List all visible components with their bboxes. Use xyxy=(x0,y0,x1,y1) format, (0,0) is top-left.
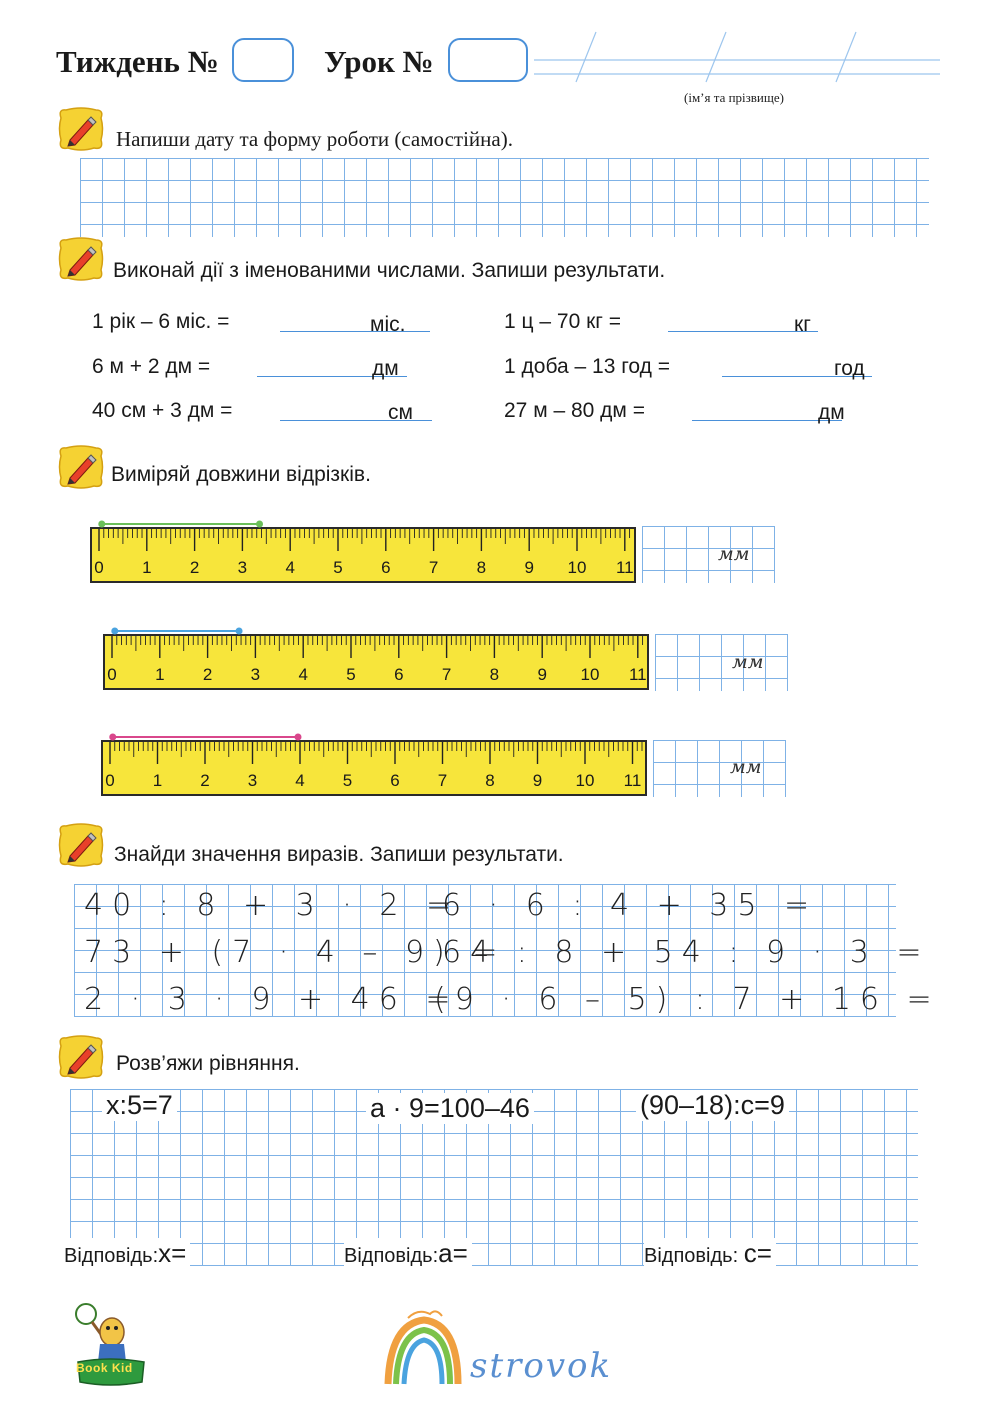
task2-expression: 1 доба – 13 год = xyxy=(504,355,670,378)
ruler-label: 3 xyxy=(247,771,258,790)
equation: x:5=7 xyxy=(102,1090,177,1121)
segment-endpoint xyxy=(295,734,302,741)
answer-unit: кг xyxy=(794,313,811,336)
answer-grid[interactable] xyxy=(653,740,786,797)
name-hint: (ім’я та прізвище) xyxy=(684,90,784,105)
pencil-badge-icon xyxy=(58,106,104,152)
answer-unit: міс. xyxy=(370,313,406,336)
answer-unit: см xyxy=(388,401,413,424)
ruler xyxy=(90,527,636,583)
ruler-label: 5 xyxy=(342,771,353,790)
task2-expression: 1 ц – 70 кг = xyxy=(504,310,622,333)
task2-instruction: Виконай дії з іменованими числами. Запиши результати. xyxy=(113,259,666,282)
expression: 6 · 6 : 4 + 35 = xyxy=(442,888,819,923)
ostrovok-logo-text: strovok xyxy=(470,1346,613,1386)
answer-unit: дм xyxy=(818,401,845,424)
answer-variable: x= xyxy=(158,1238,187,1268)
answer-label xyxy=(344,1238,472,1269)
expression: 73 + (7 · 4 – 9) = xyxy=(84,935,507,970)
task5-instruction: Розв’яжи рівняння. xyxy=(116,1052,300,1075)
ruler xyxy=(103,634,649,690)
ostrovok-logo-icon xyxy=(378,1304,468,1390)
ruler-label: 9 xyxy=(537,665,547,684)
ruler-label: 4 xyxy=(295,771,305,790)
answer-line[interactable] xyxy=(280,305,430,332)
equation: a · 9=100–46 xyxy=(366,1093,534,1124)
ruler-label: 2 xyxy=(200,771,210,790)
ruler-label: 9 xyxy=(524,558,534,577)
segment-endpoint xyxy=(111,628,118,635)
ruler-label: 7 xyxy=(437,771,448,790)
answer-unit: год xyxy=(834,357,865,380)
ruler-label: 7 xyxy=(428,558,439,577)
ruler-label: 8 xyxy=(476,558,487,577)
ruler-label: 3 xyxy=(237,558,248,577)
ruler-label: 5 xyxy=(333,558,343,577)
ruler xyxy=(101,740,647,796)
ruler-label: 6 xyxy=(394,665,404,684)
segment-endpoint xyxy=(236,628,243,635)
expression: 2 · 3 · 9 + 46 = xyxy=(84,982,460,1017)
ruler-label: 5 xyxy=(346,665,356,684)
ruler-label: 6 xyxy=(381,558,391,577)
segment-endpoint xyxy=(109,734,116,741)
answer-label xyxy=(64,1238,190,1269)
task4-instruction: Знайди значення виразів. Запиши результати. xyxy=(114,843,564,866)
task1-instruction: Напиши дату та форму роботи (самостійна). xyxy=(116,127,513,151)
task2-expression: 6 м + 2 дм = xyxy=(92,355,211,378)
task2-expression: 1 рік – 6 міс. = xyxy=(92,310,230,333)
ruler-label: 0 xyxy=(105,771,115,790)
ruler-label: 10 xyxy=(580,665,600,684)
ruler-label: 4 xyxy=(285,558,295,577)
task2-expression: 27 м – 80 дм = xyxy=(504,399,645,422)
ruler-label: 6 xyxy=(390,771,400,790)
task2-expression: 40 см + 3 дм = xyxy=(92,399,233,422)
pencil-badge-icon xyxy=(58,236,104,282)
ruler-label: 11 xyxy=(628,665,647,684)
equation: (90–18):c=9 xyxy=(636,1090,789,1121)
pencil-badge-icon xyxy=(58,444,104,490)
ruler-label: 9 xyxy=(532,771,543,790)
answer-label-text: Відповідь: xyxy=(344,1245,439,1267)
ruler-label: 11 xyxy=(615,558,634,577)
week-number-field[interactable] xyxy=(232,38,294,82)
ruler-label: 10 xyxy=(575,771,595,790)
pencil-badge-icon xyxy=(58,1034,104,1080)
ruler-label: 7 xyxy=(441,665,452,684)
mm-unit: мм xyxy=(730,756,762,778)
ruler-label: 1 xyxy=(152,771,163,790)
ruler-label: 10 xyxy=(567,558,587,577)
answer-label-text: Відповідь: xyxy=(64,1245,159,1267)
lesson-label: Урок № xyxy=(324,44,434,79)
segment-endpoint xyxy=(256,521,263,528)
answer-variable: c= xyxy=(743,1238,772,1268)
mm-unit: мм xyxy=(732,651,764,673)
ruler-label: 4 xyxy=(298,665,308,684)
ruler-label: 8 xyxy=(485,771,495,790)
segment-to-measure xyxy=(101,729,647,745)
answer-unit: дм xyxy=(372,357,399,380)
ruler-ticks xyxy=(105,636,647,688)
segment-to-measure xyxy=(90,516,636,532)
ruler-label: 2 xyxy=(189,558,200,577)
week-label: Тиждень № xyxy=(56,44,219,79)
answer-variable: a= xyxy=(438,1238,468,1268)
expression: (9 · 6 – 5) : 7 + 16 = xyxy=(434,982,941,1017)
expression: 40 : 8 + 3 · 2 = xyxy=(84,888,461,923)
segment-to-measure xyxy=(103,623,649,639)
ruler-label: 3 xyxy=(250,665,261,684)
task1-grid[interactable] xyxy=(80,158,929,237)
ruler-label: 1 xyxy=(142,558,152,577)
ruler-label: 2 xyxy=(202,665,213,684)
lesson-number-field[interactable] xyxy=(448,38,528,82)
ruler-label: 8 xyxy=(489,665,500,684)
bookkid-mascot-logo xyxy=(64,1298,156,1390)
expression: 64 : 8 + 54 : 9 · 3 = xyxy=(442,935,931,970)
ruler-label: 11 xyxy=(623,771,642,790)
ruler-ticks xyxy=(92,529,634,581)
pencil-badge-icon xyxy=(58,822,104,868)
task3-instruction: Виміряй довжини відрізків. xyxy=(111,463,371,486)
bookkid-logo-text: Book Kid xyxy=(76,1361,133,1375)
name-writing-lines[interactable] xyxy=(530,30,942,86)
ruler-ticks xyxy=(103,742,645,794)
ruler-label: 0 xyxy=(107,665,117,684)
answer-grid[interactable] xyxy=(655,634,788,691)
answer-label-text: Відповідь: xyxy=(644,1245,744,1267)
ruler-label: 0 xyxy=(94,558,104,577)
answer-grid[interactable] xyxy=(642,526,775,583)
mm-unit: мм xyxy=(718,543,750,565)
ruler-label: 1 xyxy=(155,665,165,684)
answer-label xyxy=(644,1238,776,1269)
segment-endpoint xyxy=(98,521,105,528)
